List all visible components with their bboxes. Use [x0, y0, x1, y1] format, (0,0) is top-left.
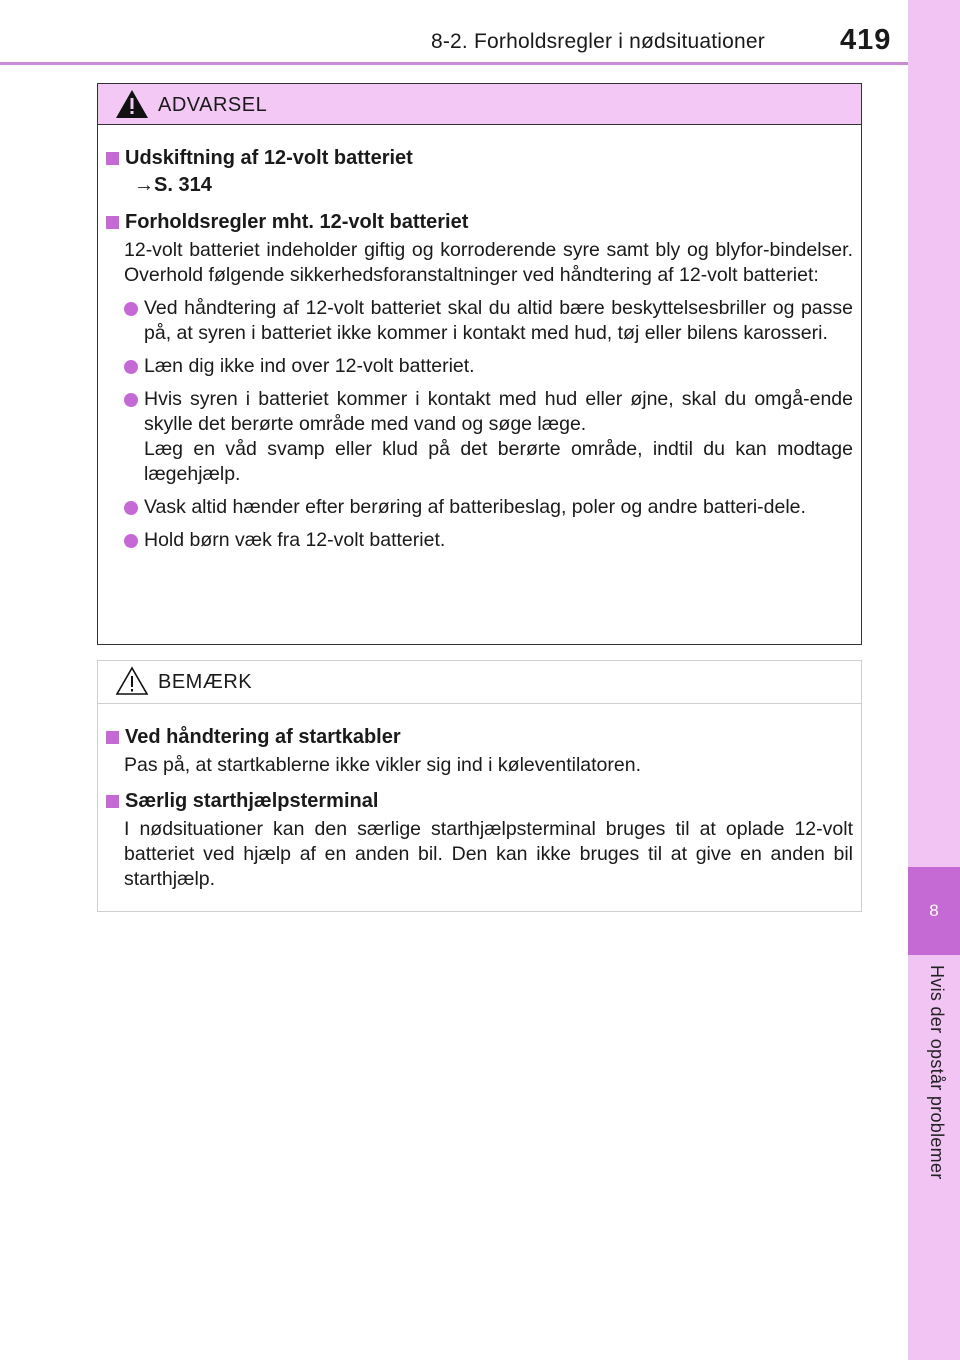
- item-title: [106, 145, 853, 172]
- round-bullet-icon: [124, 302, 138, 316]
- item-title: [106, 724, 853, 751]
- round-bullet-icon: [124, 501, 138, 515]
- item-body: [106, 753, 853, 778]
- chapter-number: 8: [929, 901, 939, 920]
- notice-header: [98, 661, 861, 704]
- warning-header: [98, 84, 861, 125]
- item-title-text: Forholdsregler mht. 12-volt batteriet: [125, 211, 469, 233]
- square-bullet-icon: [106, 152, 119, 165]
- notice-label: BEMÆRK: [158, 671, 253, 693]
- item-body: [106, 817, 853, 892]
- round-bullet-icon: [124, 360, 138, 374]
- round-bullet-icon: [124, 393, 138, 407]
- notice-box: [97, 660, 862, 912]
- item-body: [106, 238, 853, 553]
- notice-content: [98, 704, 861, 892]
- header-rule: [0, 62, 908, 65]
- bullet-item: [124, 387, 853, 487]
- bullet-item: [124, 296, 853, 346]
- section-title: 8-2. Forholdsregler i nødsituationer: [430, 30, 765, 53]
- item-text: Pas på, at startkablerne ikke vikler sig ind i køleventilatoren.: [124, 754, 641, 776]
- warning-content: [98, 125, 861, 553]
- bullet-item: [124, 528, 853, 553]
- warning-item: [106, 209, 853, 553]
- bullet-text: Hvis syren i batteriet kommer i kontakt med hud eller øjne, skal du omgå-ende skylle det berørte område med vand og søge læge.: [144, 388, 853, 435]
- square-bullet-icon: [106, 216, 119, 229]
- warning-label: ADVARSEL: [158, 94, 268, 116]
- page-number: 419: [840, 24, 892, 56]
- square-bullet-icon: [106, 731, 119, 744]
- item-title-text: Ved håndtering af startkabler: [125, 726, 401, 748]
- bullet-text: Læn dig ikke ind over 12-volt batteriet.: [144, 355, 475, 377]
- notice-item: [106, 724, 853, 778]
- bullet-text: Hold børn væk fra 12-volt batteriet.: [144, 529, 446, 551]
- chapter-tab[interactable]: [908, 867, 960, 955]
- item-intro: 12-volt batteriet indeholder giftig og korroderende syre samt bly og blyfor-bindelser. Overhold følgende sikkerhedsforanstaltninger ved håndtering af 12-volt batteriet:: [124, 239, 853, 286]
- item-title-text: Udskiftning af 12-volt batteriet: [125, 147, 413, 169]
- warning-box: [97, 83, 862, 645]
- round-bullet-icon: [124, 534, 138, 548]
- bullet-item: [124, 495, 853, 520]
- square-bullet-icon: [106, 795, 119, 808]
- item-title: [106, 209, 853, 236]
- warning-item: [106, 145, 853, 199]
- caution-triangle-icon: [114, 665, 150, 697]
- chapter-label: Hvis der opstår problemer: [927, 965, 947, 1180]
- page-reference[interactable]: →S. 314: [134, 174, 212, 196]
- bullet-text-continued: Læg en våd svamp eller klud på det berørte område, indtil du kan modtage lægehjælp.: [144, 438, 853, 485]
- bullet-text: Vask altid hænder efter berøring af batteribeslag, poler og andre batteri-dele.: [144, 496, 806, 518]
- bullet-text: Ved håndtering af 12-volt batteriet skal du altid bære beskyttelsesbriller og passe på, at syren i batteriet ikke kommer i kontakt med hud, tøj eller bilens karosseri.: [144, 297, 853, 344]
- item-title: [106, 788, 853, 815]
- item-title-text: Særlig starthjælpsterminal: [125, 790, 379, 812]
- item-text: I nødsituationer kan den særlige starthjælpsterminal bruges til at oplade 12-volt batteriet ved hjælp af en anden bil. Den kan ikke bruges til at give en anden bil starthjælp.: [124, 818, 853, 890]
- notice-item: [106, 788, 853, 892]
- bullet-item: [124, 354, 853, 379]
- warning-triangle-icon: [114, 88, 150, 120]
